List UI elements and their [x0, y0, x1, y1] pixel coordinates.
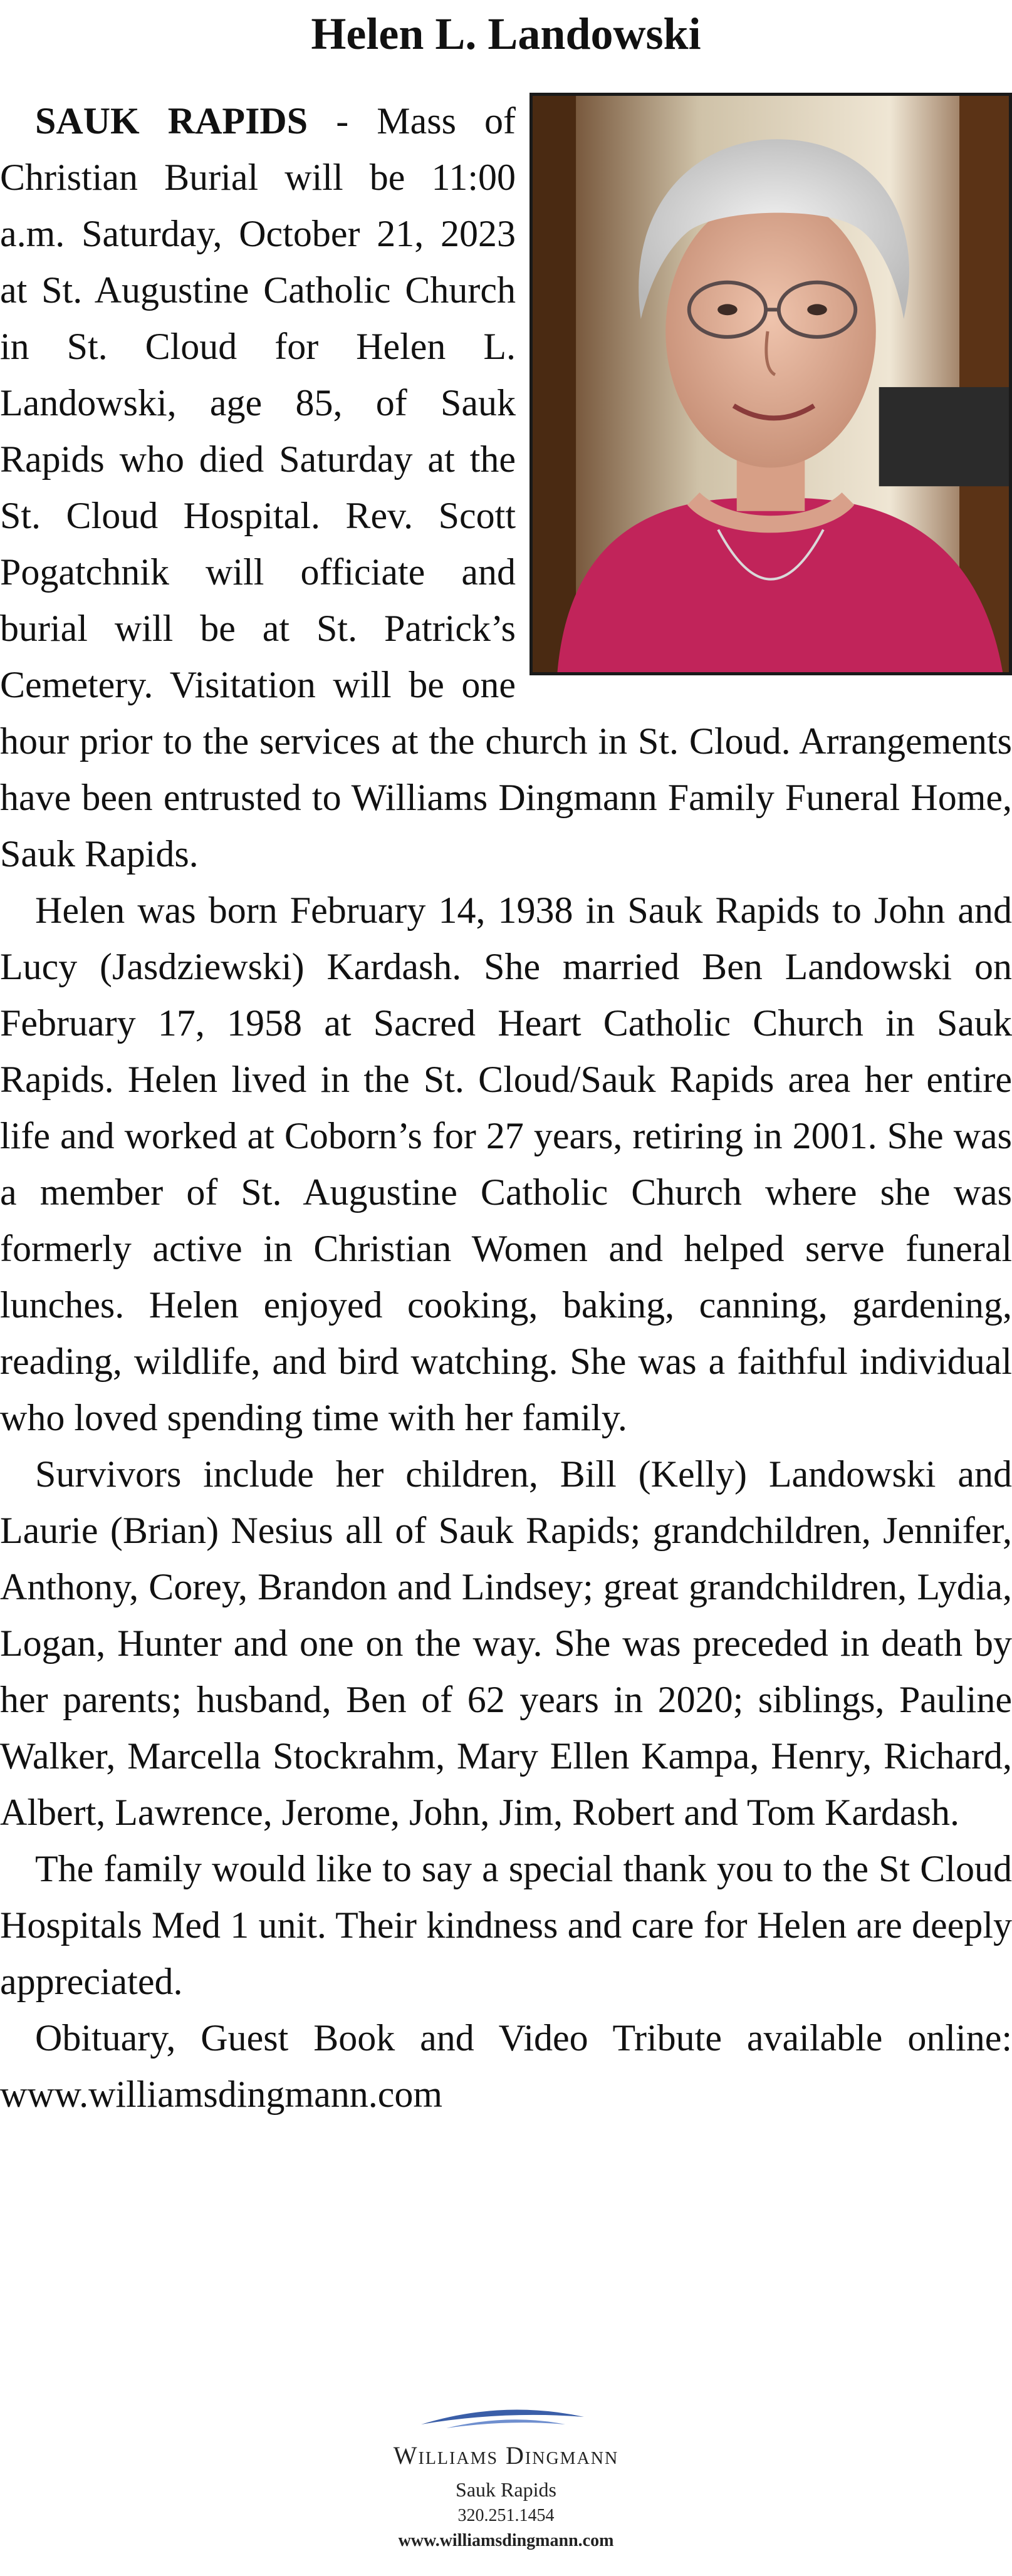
portrait-illustration: [533, 96, 1009, 672]
funeral-home-phone: 320.251.1454: [457, 2506, 555, 2525]
paragraph-thanks: The family would like to say a special thank you to the St Cloud Hospitals Med 1 unit. Their kindness and care for Helen are deeply appreciated.: [0, 1848, 1012, 2002]
paragraph-biography: Helen was born February 14, 1938 in Sauk Rapids to John and Lucy (Jasdziewski) Kardash. She married Ben Landowski on February 17, 1958 at Sacred Heart Catholic Church in Sauk Rapids. Helen lived in the St. Cloud/Sauk Rapids area her entire life and worked at Coborn’s for 27 years, retiring in 2001. She was a member of St. Augustine Catholic Church where she was formerly active in Christian Women and helped serve funeral lunches. Helen enjoyed cooking, baking, canning, gardening, reading, wildlife, and bird watching. She was a faithful individual who loved spending time with her family.: [0, 890, 1012, 1438]
funeral-home-city: Sauk Rapids: [456, 2478, 556, 2501]
funeral-home-url: www.williamsdingmann.com: [398, 2531, 614, 2550]
paragraph-survivors: Survivors include her children, Bill (Kelly) Landowski and Laurie (Brian) Nesius all of Sauk Rapids; grandchildren, Jennifer, Anthony, Corey, Brandon and Lindsey; great grandchildren, Lydia, Logan, Hunter and one on the way. She was preceded in death by her parents; husband, Ben of 62 years in 2020; siblings, Pauline Walker, Marcella Stockrahm, Mary Ellen Kampa, Henry, Richard, Albert, Lawrence, Jerome, John, Jim, Robert and Tom Kardash.: [0, 1453, 1012, 1833]
funeral-home-name: Williams Dingmann: [393, 2441, 619, 2470]
williams-dingmann-logo-mark-icon: [409, 2406, 597, 2431]
paragraph-online: Obituary, Guest Book and Video Tribute available online: www.williamsdingmann.com: [0, 2017, 1012, 2115]
portrait-photo: [529, 93, 1012, 675]
paragraph-services-text: - Mass of Christian Burial will be 11:00 a.m. Saturday, October 21, 2023 at St. Augustine Catholic Church in St. Cloud for Helen L. Landowski, age 85, of Sauk Rapids who died Saturday at the St. Cloud Hospital. Rev. Scott Pogatchnik will officiate and burial will be at St. Patrick’s Cemetery. Visitation will be one hour prior to the services at the church in St. Cloud. Arrangements have been entrusted to Williams Dingmann Family Funeral Home, Sauk Rapids.: [0, 100, 1012, 875]
funeral-home-logo-block: [0, 2406, 1012, 2568]
obituary-article: [0, 93, 1012, 2122]
dateline: SAUK RAPIDS: [35, 100, 308, 142]
obituary-title: Helen L. Landowski: [311, 9, 701, 59]
